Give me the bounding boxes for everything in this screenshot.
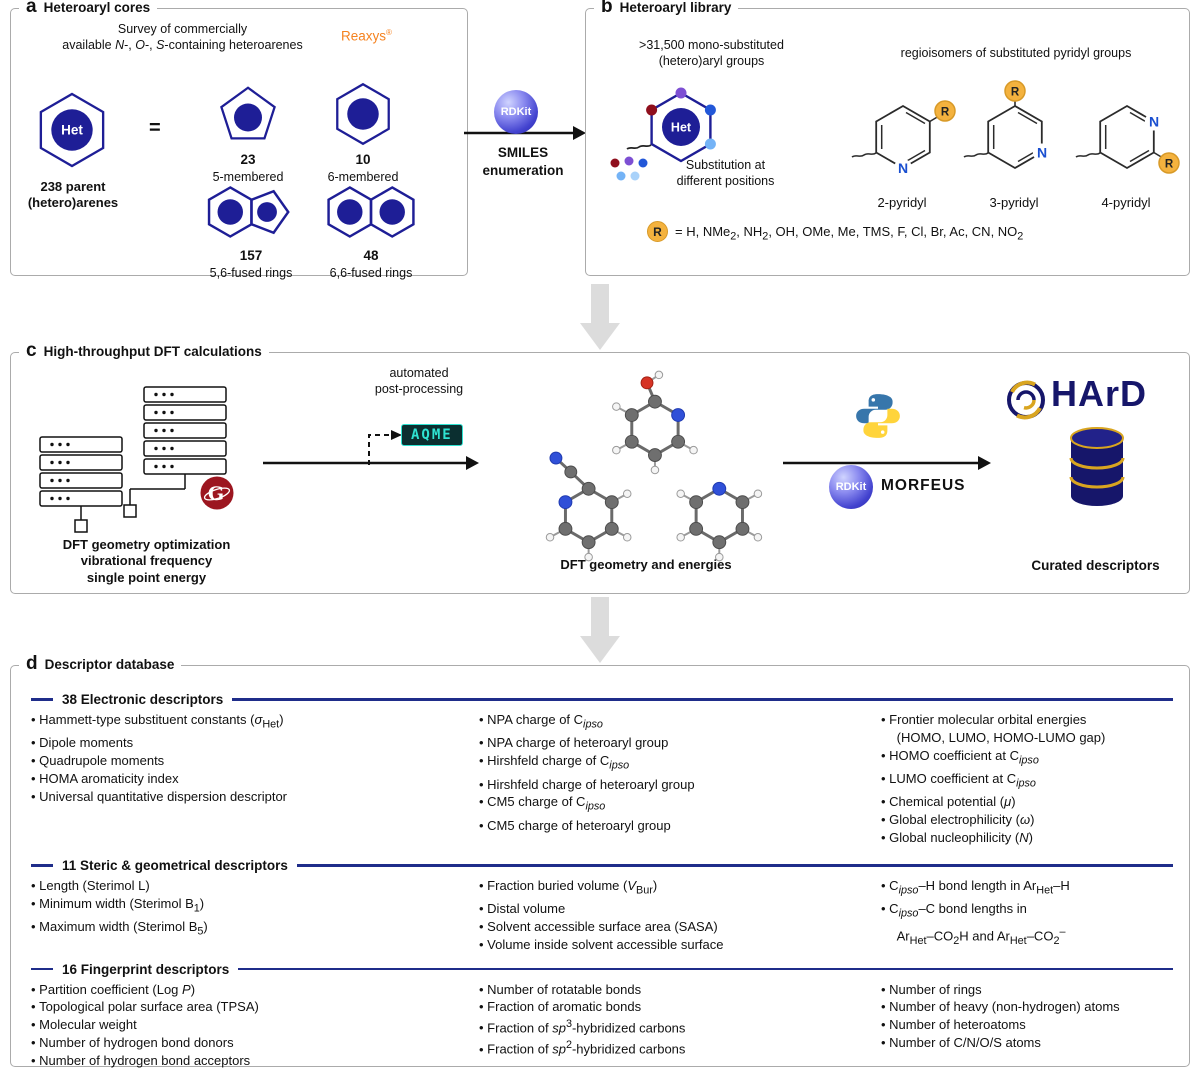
steric-descriptors-title: 11 Steric & geometrical descriptors	[62, 857, 288, 873]
fingerprint-descriptors-section	[31, 962, 1173, 1070]
gaussian-g: G	[207, 483, 225, 505]
descriptor-item: • Dipole moments	[31, 734, 479, 752]
pyridyl-label-2: 2-pyridyl	[877, 195, 927, 210]
nitrogen-label: N	[897, 160, 909, 176]
panel-d-title: Descriptor database	[44, 657, 175, 672]
panel-d-letter: d	[26, 653, 38, 674]
descriptor-item: • Hammett-type substituent constants $(\sigma_{Het})$	[31, 711, 479, 734]
het-label: Het	[670, 120, 692, 135]
descriptor-item: • Quadrupole moments	[31, 752, 479, 770]
panel-heteroaryl-library	[585, 0, 1190, 276]
reaxys-mark: ®	[386, 28, 392, 37]
descriptor-item: • Maximum width (Sterimol $B_5$)	[31, 918, 479, 941]
core-56-fused-structure	[199, 179, 303, 245]
hard-logo-text: HArD	[1051, 373, 1148, 414]
gaussian-logo	[199, 475, 235, 511]
nitrogen-atom	[559, 496, 572, 509]
panel-a-head	[19, 0, 157, 18]
reaxys-text: Reaxys	[341, 28, 387, 44]
core-count: 23	[240, 152, 256, 167]
dft-molecules-illustration	[521, 367, 779, 565]
electronic-descriptors-section	[31, 692, 1173, 847]
descriptor-item: • NPA charge of heteroaryl group	[479, 734, 881, 752]
panel-c-head	[19, 340, 269, 362]
dft-geometry-label: DFT geometry and energies	[560, 557, 732, 572]
arrowhead	[978, 456, 991, 470]
descriptor-item: • Number of hydrogen bond acceptors	[31, 1052, 479, 1070]
descriptor-item: • Fraction of $sp^2$-hybridized carbons	[479, 1037, 881, 1058]
attachment-squiggle	[852, 153, 876, 157]
core-count: 48	[363, 248, 379, 263]
section-dash	[31, 698, 53, 701]
descriptor-item: • Frontier molecular orbital energies (HOMO, LUMO, HOMO-LUMO gap)	[881, 711, 1173, 747]
attachment-squiggle	[964, 153, 988, 157]
core-6-membered-structure	[328, 79, 398, 149]
electronic-descriptors-columns	[31, 711, 1173, 847]
attachment-squiggle	[627, 145, 651, 149]
panel-dft-calculations	[10, 340, 1190, 594]
database-icon	[1065, 425, 1129, 511]
post-processing-text: automated post-processing	[374, 366, 464, 396]
descriptor-item: • Global nucleophilicity (N)	[881, 829, 1173, 847]
fingerprint-descriptors-header	[31, 962, 1173, 977]
attachment-squiggle	[1076, 153, 1100, 157]
nitrile-nitrogen-atom	[550, 452, 562, 464]
library-count-text: >31,500 mono-substituted (hetero)aryl groups	[639, 38, 784, 68]
core-count: 10	[355, 152, 371, 167]
substitution-positions-text: Substitution at different positions	[676, 158, 775, 188]
electronic-col-3	[881, 711, 1173, 847]
descriptor-item: • HOMO coefficient at $C_{ipso}$	[881, 747, 1173, 770]
core-label: 6-membered	[327, 169, 399, 184]
electronic-descriptors-header	[31, 692, 1173, 707]
section-rule	[238, 968, 1173, 971]
r-label: R	[1010, 86, 1020, 99]
descriptor-item: • Number of hydrogen bond donors	[31, 1034, 479, 1052]
het-core-structure	[27, 85, 117, 175]
panel-a-letter: a	[26, 0, 37, 17]
fingerprint-col-2	[479, 981, 881, 1070]
descriptor-item: • Universal quantitative dispersion descriptor	[31, 788, 479, 806]
core-66-fused-structure	[319, 179, 423, 245]
panel-c-letter: c	[26, 340, 37, 361]
descriptor-item: • CM5 charge of $C_{ipso}$	[479, 793, 881, 816]
core-label: 5,6-fused rings	[209, 265, 293, 280]
2-pyridyl-structure	[846, 77, 958, 197]
reaxys-logo	[341, 28, 392, 44]
section-rule	[232, 698, 1173, 701]
substitution-dot-purple	[676, 88, 687, 99]
descriptor-item: • Minimum width (Sterimol $B_1$)	[31, 895, 479, 918]
core-caption-56-fused	[199, 247, 303, 281]
flow-arrow-down-1	[576, 284, 624, 352]
r-label: R	[940, 106, 950, 119]
substitution-dot-blue	[705, 105, 716, 116]
arrowhead	[466, 456, 479, 470]
panel-heteroaryl-cores	[10, 0, 468, 280]
smiles-enumeration-label: SMILES enumeration	[482, 145, 564, 178]
fingerprint-col-1	[31, 981, 479, 1070]
substitution-dot-darkred	[646, 105, 657, 116]
3-pyridyl-structure	[958, 77, 1070, 197]
descriptor-item: • LUMO coefficient at $C_{ipso}$	[881, 770, 1173, 793]
survey-text: Survey of commercially available N-, O-, S-containing heteroarenes	[62, 22, 303, 52]
section-dash	[31, 864, 53, 867]
core-count: 157	[239, 248, 263, 263]
substitution-dots-legend	[607, 155, 653, 185]
steric-descriptors-section	[31, 858, 1173, 954]
rdkit-logo-2: RDKit	[829, 465, 873, 509]
rdkit-logo: RDKit	[494, 90, 538, 134]
descriptor-item: • Fraction of $sp^3$-hybridized carbons	[479, 1016, 881, 1037]
pyridyl-label-3: 3-pyridyl	[989, 195, 1039, 210]
dft-methods-text: DFT geometry optimization vibrational frequency single point energy	[62, 537, 231, 585]
electronic-col-2	[479, 711, 881, 847]
panel-a-title: Heteroaryl cores	[43, 0, 151, 15]
regioisomers-text: regioisomers of substituted pyridyl groups	[900, 46, 1132, 60]
het-label: Het	[61, 122, 83, 138]
descriptor-item: • Length (Sterimol L)	[31, 877, 479, 895]
r-legend-circle: R	[647, 221, 668, 242]
descriptor-item: • Distal volume	[479, 900, 881, 918]
pyridyl-label-4: 4-pyridyl	[1101, 195, 1151, 210]
panel-b-title: Heteroaryl library	[619, 0, 732, 15]
fingerprint-descriptors-title: 16 Fingerprint descriptors	[62, 961, 230, 977]
hpc-servers-illustration	[26, 379, 256, 539]
core-5-membered-structure	[213, 79, 283, 149]
nitrogen-label: N	[1148, 113, 1160, 130]
descriptor-item: • Topological polar surface area (TPSA)	[31, 998, 479, 1016]
descriptor-item: • Number of heavy (non-hydrogen) atoms	[881, 998, 1173, 1016]
section-dash	[31, 968, 53, 971]
descriptor-item: • Chemical potential (μ)	[881, 793, 1173, 811]
descriptor-item: • Number of C/N/O/S atoms	[881, 1034, 1173, 1052]
panel-b-letter: b	[601, 0, 613, 17]
descriptor-item: • $C_{ipso}-H$ bond length in $Ar_{Het}-H$	[881, 877, 1173, 900]
descriptor-item: • Number of rings	[881, 981, 1173, 999]
descriptor-item: • Partition coefficient (Log P)	[31, 981, 479, 999]
aqme-logo: AQME	[401, 424, 463, 446]
descriptor-item: • Hirshfeld charge of $C_{ipso}$	[479, 752, 881, 775]
descriptor-item: • Number of rotatable bonds	[479, 981, 881, 999]
r-label: R	[1164, 158, 1174, 171]
panel-c-title: High-throughput DFT calculations	[43, 344, 262, 359]
steric-col-2	[479, 877, 881, 954]
descriptor-item: • Hirshfeld charge of heteroaryl group	[479, 776, 881, 794]
4-pyridyl-structure	[1070, 77, 1182, 197]
descriptor-item: • $C_{ipso}-C$ bond lengths in $Ar_{Het}-CO_2H$ and $Ar_{Het}-CO_2^-$	[881, 900, 1173, 950]
electronic-col-1	[31, 711, 479, 847]
descriptor-item: • Fraction buried volume $(V_{Bur})$	[479, 877, 881, 900]
descriptor-item: • Number of heteroatoms	[881, 1016, 1173, 1034]
descriptor-item: • HOMA aromaticity index	[31, 770, 479, 788]
parent-arenes-count: 238 parent (hetero)arenes	[27, 179, 119, 211]
descriptor-item: • Volume inside solvent accessible surface	[479, 936, 881, 954]
nitrogen-atom	[672, 409, 685, 422]
descriptor-item: • Global electrophilicity (ω)	[881, 811, 1173, 829]
fingerprint-col-3	[881, 981, 1173, 1070]
electronic-descriptors-title: 38 Electronic descriptors	[62, 692, 224, 707]
steric-descriptors-columns	[31, 877, 1173, 954]
core-caption-66-fused	[319, 247, 423, 281]
core-label: 5-membered	[212, 169, 284, 184]
nitrogen-label: N	[1036, 144, 1048, 161]
steric-col-1	[31, 877, 479, 954]
descriptor-item: • Fraction of aromatic bonds	[479, 998, 881, 1016]
steric-descriptors-header	[31, 858, 1173, 873]
panel-d-head	[19, 653, 181, 675]
hard-swirl-icon	[1005, 379, 1047, 421]
fingerprint-descriptors-columns	[31, 981, 1173, 1070]
morfeus-logo: MORFEUS	[881, 477, 966, 494]
panel-b-head	[594, 0, 738, 18]
descriptor-item: • CM5 charge of heteroaryl group	[479, 817, 881, 835]
steric-col-3	[881, 877, 1173, 954]
panel-descriptor-database	[10, 653, 1190, 1068]
arrow-geometry-to-descriptors	[783, 448, 993, 478]
curated-descriptors-label: Curated descriptors	[1031, 558, 1160, 573]
equals-sign: =	[149, 117, 161, 139]
nitrogen-atom	[713, 482, 726, 495]
descriptor-item: • Molecular weight	[31, 1016, 479, 1034]
flow-arrow-down-2	[576, 597, 624, 665]
section-rule	[297, 864, 1173, 867]
core-label: 6,6-fused rings	[329, 265, 413, 280]
python-logo	[853, 391, 903, 441]
descriptor-item: • Solvent accessible surface area (SASA)	[479, 918, 881, 936]
descriptor-item: • NPA charge of $C_{ipso}$	[479, 711, 881, 734]
r-groups-list: = H, NMe$_2$, $NH_2$, OH, OMe, Me, TMS, F, Cl, Br, Ac, CN, $NO_2$	[675, 224, 1024, 243]
substitution-dot-lightblue	[705, 139, 716, 150]
oxygen-atom	[641, 377, 653, 389]
